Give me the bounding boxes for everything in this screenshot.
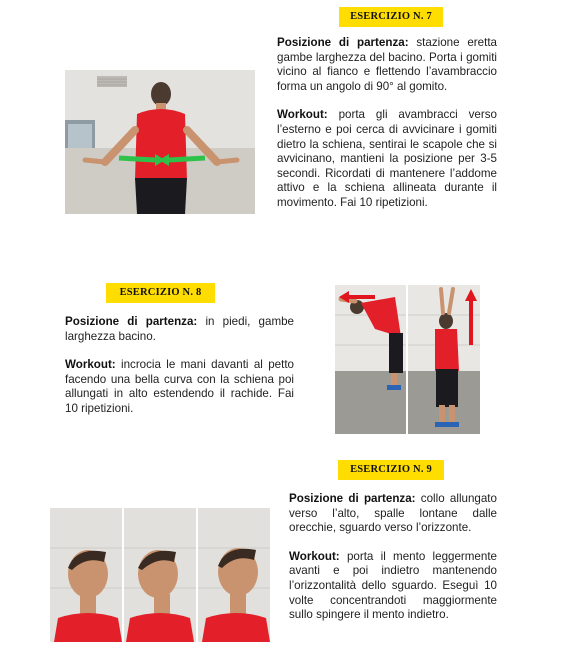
exercise-9-text — [289, 492, 497, 637]
exercise-7-photo — [65, 70, 255, 214]
exercise-9-start-text: collo allungato verso l’alto, spalle lontane dalle orecchie, sguardo verso l’orizzonte. — [289, 492, 497, 535]
exercise-7-start-label: Posizione di partenza: — [277, 36, 417, 49]
exercise-8-badge: ESERCIZIO N. 8 — [106, 283, 215, 303]
exercise-9-workout-label: Workout: — [289, 549, 347, 563]
exercise-7-start-text: stazione eretta gambe larghezza del bacino. Porta i gomiti vicino al fianco e flettendo l’avambraccio forma un angolo di 90° al gomito. — [277, 36, 497, 93]
exercise-8-workout — [65, 358, 294, 416]
exercise-8-start — [65, 315, 294, 344]
exercise-8-photo — [335, 285, 480, 434]
exercise-9-workout — [289, 550, 497, 623]
exercise-9-start — [289, 492, 497, 536]
exercise-9-start-label: Posizione di partenza: — [289, 492, 421, 505]
exercise-7-text — [277, 36, 497, 225]
exercise-8-start-text: in piedi, gambe larghezza bacino. — [65, 315, 294, 343]
exercise-8-text — [65, 315, 294, 431]
exercise-8-start-label: Posizione di partenza: — [65, 315, 206, 328]
exercise-9-badge: ESERCIZIO N. 9 — [338, 460, 444, 480]
exercise-9-workout-text: porta il mento leggermente avanti e poi indietro mantenendo l’orizzontalità dello sguardo. Eseguì 10 volte concentrandoti maggiormente sullo spingere il mento indietro. — [289, 549, 497, 622]
exercise-8-workout-label: Workout: — [65, 358, 121, 372]
exercise-7-workout-label: Workout: — [277, 108, 339, 122]
exercise-7-workout — [277, 108, 497, 210]
exercise-7-badge: ESERCIZIO N. 7 — [339, 7, 443, 27]
exercise-9-photo — [50, 508, 270, 642]
exercise-8-workout-text: incrocia le mani davanti al petto facendo una bella curva con la schiena poi allungati in alto estendendo il rachide. Fai 10 ripetizioni. — [65, 358, 294, 415]
exercise-7-workout-text: porta gli avambracci verso l’esterno e poi cerca di avvicinare i gomiti dietro la schiena, sentirai le scapole che si avvicinano, mantieni la posizione per 3-5 secondi. Ricordati di mantenere l’addome attivo e la schiena allineata durante il movimento. Fai 10 ripetizioni. — [277, 108, 497, 209]
exercise-7-start — [277, 36, 497, 94]
